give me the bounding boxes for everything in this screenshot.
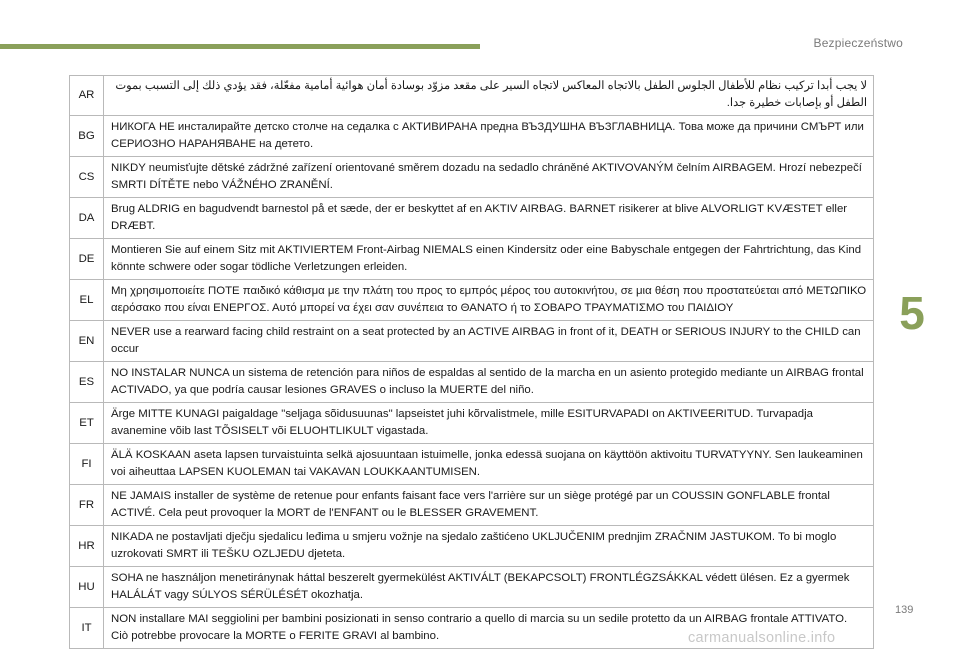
table-row: [70, 198, 874, 239]
table-row: [70, 485, 874, 526]
warning-text: NO INSTALAR NUNCA un sistema de retención para niños de espaldas al sentido de la marcha en un asiento protegido mediante un AIRBAG frontal ACTIVADO, ya que podría causar lesiones GRAVES o incluso la MUERTE del niño.: [104, 362, 874, 403]
warning-text: Brug ALDRIG en bagudvendt barnestol på et sæde, der er beskyttet af en AKTIV AIRBAG. BARNET risikerer at blive ALVORLIGT KVÆSTET eller DRÆBT.: [104, 198, 874, 239]
language-code: AR: [70, 76, 104, 116]
language-code: IT: [70, 608, 104, 649]
language-code: DE: [70, 239, 104, 280]
language-code: FI: [70, 444, 104, 485]
warning-text: Μη χρησιμοποιείτε ΠΟΤΕ παιδικό κάθισμα με την πλάτη του προς το εμπρός μέρος του αυτοκινήτου, σε μια θέση που προστατεύεται από ΜΕΤΩΠΙΚΟ αερόσακο που είναι ΕΝΕΡΓΟΣ. Αυτό μπορεί να έχει σαν συνέπεια το ΘΑΝΑΤΟ ή το ΣΟΒΑΡΟ ΤΡΑΥΜΑΤΙΣΜΟ του ΠΑΙΔΙΟΥ: [104, 280, 874, 321]
section-title: Bezpieczeństwo: [813, 36, 903, 50]
chapter-number: 5: [899, 287, 925, 339]
language-code: CS: [70, 157, 104, 198]
table-row: [70, 157, 874, 198]
header-accent-bar: [0, 44, 480, 49]
language-code: ES: [70, 362, 104, 403]
table-row: [70, 526, 874, 567]
language-code: BG: [70, 116, 104, 157]
warning-text: Ärge MITTE KUNAGI paigaldage "seljaga sõidusuunas" lapseistet juhi kõrvalistmele, mille ESITURVAPADI on AKTIVEERITUD. Turvapadja avanemine võib last TÕSISELT või ELUOHTLIKULT vigastada.: [104, 403, 874, 444]
language-code: HU: [70, 567, 104, 608]
table-row: [70, 403, 874, 444]
language-code: DA: [70, 198, 104, 239]
warning-text: SOHA ne használjon menetiránynak háttal beszerelt gyermekülést AKTIVÁLT (BEKAPCSOLT) FRONTLÉGZSÁKKAL védett ülésen. Ez a gyermek HALÁLÁT vagy SÚLYOS SÉRÜLÉSÉT okozhatja.: [104, 567, 874, 608]
language-code: EN: [70, 321, 104, 362]
airbag-warning-table: [69, 75, 874, 649]
warning-text: ÄLÄ KOSKAAN aseta lapsen turvaistuinta selkä ajosuuntaan istuimelle, jonka edessä suojana on käyttöön aktivoitu TURVATYYNY. Sen laukeaminen voi aiheuttaa LAPSEN KUOLEMAN tai VAKAVAN LOUKKAANTUMISEN.: [104, 444, 874, 485]
table-row: [70, 444, 874, 485]
warning-text: لا يجب أبدا تركيب نظام للأطفال الجلوس الطفل بالاتجاه المعاكس لاتجاه السير على مقعد مزوّد بوسادة أمان هوائية أمامية مفعّلة، فقد يؤدي ذلك إلى التسبب بموت الطفل أو بإصابات خطيرة جدا.: [104, 76, 874, 116]
warning-text: NIKADA ne postavljati dječju sjedalicu leđima u smjeru vožnje na sjedalo zaštićeno UKLJUČENIM prednjim ZRAČNIM JASTUKOM. To bi moglo uzrokovati SMRT ili TEŠKU OZLJEDU djeteta.: [104, 526, 874, 567]
warning-text: NE JAMAIS installer de système de retenue pour enfants faisant face vers l'arrière sur un siège protégé par un COUSSIN GONFLABLE frontal ACTIVÉ. Cela peut provoquer la MORT de l'ENFANT ou le BLESSER GRAVEMENT.: [104, 485, 874, 526]
table-row: [70, 321, 874, 362]
table-row: [70, 116, 874, 157]
table-row: [70, 362, 874, 403]
language-code: FR: [70, 485, 104, 526]
watermark: carmanualsonline.info: [688, 630, 836, 646]
language-code: ET: [70, 403, 104, 444]
warning-text: NON installare MAI seggiolini per bambini posizionati in senso contrario a quello di marcia su un sedile protetto da un AIRBAG frontale ATTIVATO. Ciò potrebbe provocare la MORTE o FERITE GRAVI al bambino.: [104, 608, 874, 649]
warning-text: NEVER use a rearward facing child restraint on a seat protected by an ACTIVE AIRBAG in front of it, DEATH or SERIOUS INJURY to the CHILD can occur: [104, 321, 874, 362]
table-row: [70, 280, 874, 321]
language-code: EL: [70, 280, 104, 321]
warning-text: Montieren Sie auf einem Sitz mit AKTIVIERTEM Front-Airbag NIEMALS einen Kindersitz oder eine Babyschale entgegen der Fahrtrichtung, das Kind könnte schwere oder sogar tödliche Verletzungen erleiden.: [104, 239, 874, 280]
table-row: [70, 76, 874, 116]
table-row: [70, 567, 874, 608]
warning-text: НИКОГА НЕ инсталирайте детско столче на седалка с АКТИВИРАНА предна ВЪЗДУШНА ВЪЗГЛАВНИЦА. Това може да причини СМЪРТ или СЕРИОЗНО НАРАНЯВАНЕ на детето.: [104, 116, 874, 157]
page-number: 139: [895, 604, 914, 616]
table-row: [70, 239, 874, 280]
warning-text: NIKDY neumisťujte dětské zádržné zařízení orientované směrem dozadu na sedadlo chráněné AKTIVOVANÝM čelním AIRBAGEM. Hrozí nebezpečí SMRTI DÍTĚTE nebo VÁŽNÉHO ZRANĚNÍ.: [104, 157, 874, 198]
language-code: HR: [70, 526, 104, 567]
